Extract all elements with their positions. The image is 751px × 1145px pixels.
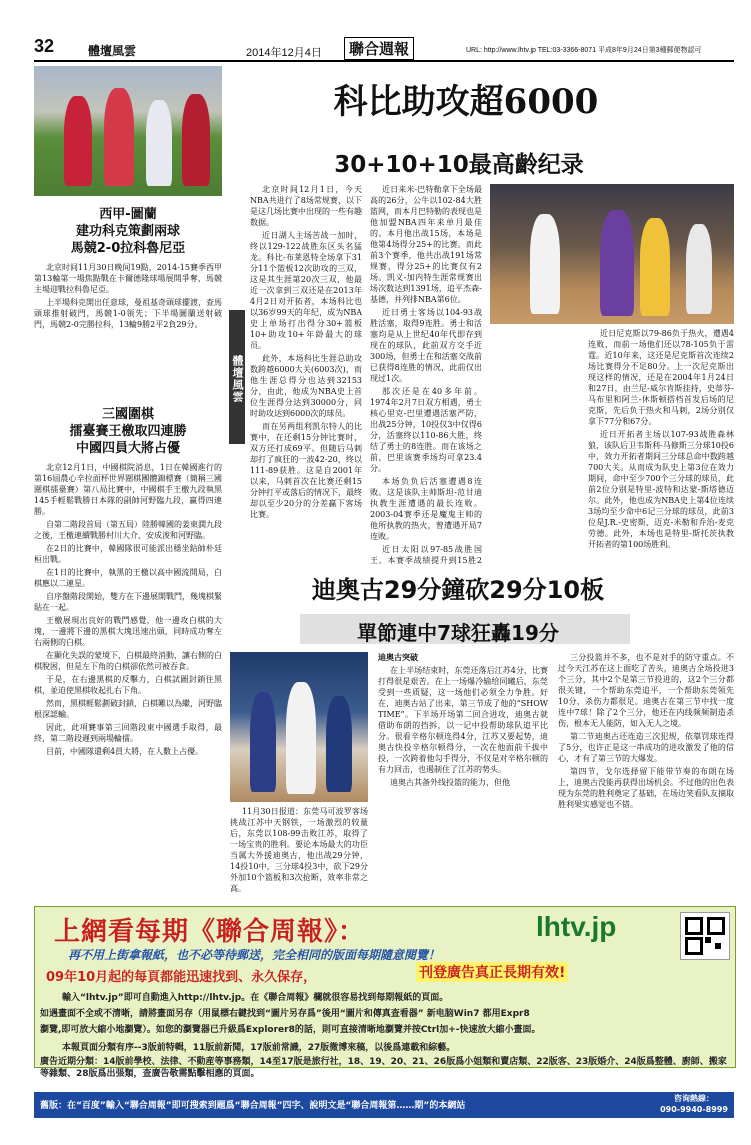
cba-photo-caption: 11月30日报道：东莞马可波罗客场挑战江苏中天钢铁，一场激烈的较量后，东莞以108-99击败江苏，取得了一场宝贵的胜利。要论本场最大的功臣当属大外援迪奥古，他出战29分钟，14投10中，三分球4投3中，砍下29分外加10个篮板和3次抢断，效率非常之高。 — [230, 807, 368, 893]
page-header — [34, 38, 734, 62]
kobe-column-1: 北京时间12月1日，今天NBA共进行了8场常规赛，以下是这几场比赛中出现的一些有趣数据。 近日湖人主场苦战一加时，终以129-122战胜东区头名猛龙。科比-布莱恩特全场拿下31分11个篮板12次助攻的三双，这是其生涯第20次三双，他最近一次拿到三双还是在2013年4月2日对开拓者，本场科比也以36岁99天的年纪，成为NBA史上单场打出得分30+篮板10+助攻10+年龄最大的球员。 此外，本场科比生涯总助攻数跨越6000大关(6003次)，而他生涯总得分也达到32153分，由此，他成为NBA史上首位生涯得分达到30000分，同时助攻达到6000次的球员。 而在另两组利凯尔特人的比赛中，在还剩15分钟比赛时，双方还打成69平。但随后马刺却打了疯狂的一波42-20，终以111-89获胜。这是自2001年以来，马刺首次在比赛还剩15分钟打平或落后的情况下，最终却以至少20分的分差赢下客场比赛。 — [250, 185, 362, 519]
section-name: 體壇風雲 — [88, 44, 137, 58]
kobe-headline: 科比助攻超6000 — [333, 82, 599, 122]
article-headline: 西甲-圖蘭 建功科克策劃兩球 馬競2-0拉科魯尼亞 — [70, 207, 186, 256]
player-figure — [640, 218, 670, 316]
banner-line: 輸入“lhtv.jp”即可自動進入http://lhtv.jp。在《聯合周報》欄就很容易找到每期報紙的頁面。 — [62, 993, 449, 1003]
banner-line: 本報頁面分類有序--3版前特輯，11版前新聞，17版前常識，27版微博來稿，以後爲連載和綜藝。 — [62, 1043, 456, 1053]
cba-headline: 迪奥古29分鐘砍29分10板 — [311, 576, 605, 604]
cba-subheadline: 單節連中7球狂轟19分 — [357, 621, 559, 645]
article-body: 北京12月1日，中國棋院消息，1日在韓國進行的第16屆農心辛拉面杯世界圍棋團體錦標賽（簡稱三國圍棋擂臺賽）第八局比賽中，中國棋手王檄九段執黑145手輕鬆戰勝日本隊的副帥河野臨九段，赢得四連勝。 自第二階段首局（第五局）陸勝韓國的姜東潤九段之後，王檄連續戰勝村川大介、安成浚和河野臨。 在2日的比賽中，韓國隊很可能派出穩坐鉆帥朴廷桓出戰。 在1日的比賽中，執黑的王檄以高中國流開局，白棋應以二連星。 自序盤階段開始，雙方在下邊展開戰鬥，幾塊棋緊貼在一起。 王檄展現出良好的戰鬥感覺，他一邊攻白棋的大塊，一邊將下邊的黑棋大塊迅速出頭，同時成功奪左右兩側的白棋。 在顯化失誤的蒙境下，白棋最終消動，讓右側的白棋脫困，但是左下角的白棋卻依然可被吞食。 于是，在右邊黑棋的反擊力，白棋試圖封鎖住黑棋，並迫使黑棋收起扎右下角。 然而，黑棋輕鬆劃破封鎖，白棋難以為繼，河野臨根深認輸。 因此，此項賽事第三回階段東中國選手取得，最終，第二階段遲到兩場輪擂。 目前，中國隊還剩4員大將，在人數上占優。 — [34, 463, 222, 756]
page-number: 32 — [34, 36, 55, 56]
player-figure — [530, 214, 560, 314]
player-figure — [686, 224, 712, 314]
player-figure — [64, 96, 92, 186]
kobe-photo — [490, 184, 734, 324]
footer-text: 舊版：在“百度”輸入“聯合周報”即可搜索到題爲“聯合周報”四字、說明文是“聯合周報第……期”的本網站 — [40, 1101, 466, 1111]
player-figure — [326, 696, 352, 792]
cba-subhead: 迪奥古突破 — [378, 652, 418, 662]
player-figure — [146, 100, 172, 186]
player-figure — [286, 682, 316, 794]
banner-notice: 09年10月起的每頁都能迅速找到、永久保存， — [46, 970, 317, 985]
article-body: 北京时间11月30日晚间19點，2014-15賽季西甲第13輪第一場焦點戰在卡爾德隆球場展開爭奪，馬競主場迎戰拉科魯尼亞。 上半場科克開出任意球，曼祖基奇頭球擺渡，查馬頭球推射破門，馬競1-0領先；下半場圖蘭送射破門，馬競2-0完勝拉科，13輪9勝2平2負29分。 — [34, 263, 222, 329]
banner-line: 瀏覽,即可放大縮小地瀏覽）。如您的瀏覽器已升級爲Explorer8的話，則可直接清晰地瀏覽并按Ctrl加+-快速放大縮小畫面。 — [40, 1025, 541, 1035]
qr-code-icon — [680, 912, 730, 960]
header-url: URL: http://www.lhtv.jp TEL:03-3366-8071 平成8年9月24日第3種郵便物認可 — [466, 47, 702, 54]
player-figure — [104, 88, 134, 186]
banner-title: 上網看每期《聯合周報》： — [54, 917, 366, 947]
banner-line: 如遇畫面不全或不清晰，請將畫面另存（用鼠標右鍵找到“圖片另存爲”後用“圖片和傳真查看器” 新电脑Win7 都用Expr8 — [40, 1009, 530, 1019]
football-photo — [34, 66, 222, 196]
banner-notice-highlight: 刊登廣告真正長期有效! — [416, 962, 568, 982]
banner-line: 廣告近期分類：14版前學校、法律、不動産等事務類，14至17版是旅行社，18、19、20、21、26版爲小姐類和賣店類、22版客、23版婚介、24版爲整體、廚師、搬家等雜類、28版爲出張類，查廣告敬需點擊相應的頁面。 — [40, 1057, 727, 1079]
article-headline: 三國圍棋 擂臺賽王檄取四連勝 中國四員大將占優 — [69, 407, 187, 456]
kobe-subheadline: 30+10+10最高齡纪录 — [334, 152, 584, 178]
cba-column-2: 迪奥古突破 在上半场结束时，东莞还落后江苏4分，比赛打得很是艰苦。在上一场爆冷输给同曦后，东莞受到一些质疑，这一场他们必须全力争胜。好在，迪奥古站了出来，第三节成了他的“SHOW TIME”。下半场开场第二回合进攻，迪奥古就借助布朗的挡拆，以一记中投帮助球队追平比分。很看辛格尔顿连得4分，江苏又要起势，迪奥古快投辛格尔顿得分，一次在他面前干拔中投，一次跨着他勾手得分，不仅是对辛格尔顿的有力回击，也遏制住了江苏的势头。 迪奥古其备外线投篮的能力，但他 — [378, 652, 548, 787]
cba-column-3: 三分投篮并不多，也不是对手的防守重点。不过今天江苏在这上面吃了苦头，迪奥古全场投进3个三分，其中2个是第三节投进的，这2个三分都很关键，一个帮助东莞追平，一个帮助东莞领先10分，杀伤力都很足。迪奥古在第三节中找一度连中7球！除了2个三分，他还在内线频频制造杀伤，根本无人能防，如入无人之境。 第二节迪奥古还连造三次犯规，依靠罚球连得了5分，也许正是这一串成功的进攻激发了他的信心，才有了第三节的大爆发。 第四节，戈尔选择留下能带节奏的布朗在场上，迪奥古没能再获得出场机会。不过他的出色表现为东莞的胜利奠定了基础，在场边笑看队友摘取胜利果实感觉也不错。 — [558, 653, 734, 809]
player-figure — [250, 692, 276, 792]
section-vertical-banner: 體壇風雲 — [229, 310, 245, 444]
cba-photo — [230, 652, 368, 802]
kobe-column-3: 近日尼克斯以79-86负于热火，遭遇4连败，而前一场他们还以78-105负于雷霆。近10年来，这还是尼克斯首次连续2场比赛得分不足80分。上一次尼克斯出现这样的情况，还是在2004年1月24日和27日，由兰尼-威尔肯斯挂持，史蒂芬-马布里和阿兰-休斯顿搭档首发后场的尼克斯，先后负于热火和马刺，2场分别仅拿下77分和67分。 近日开拓者主场以107-93战胜森林狼，该队后卫韦斯利-马修斯三分球10投6中，效力开拓者期间三分球总命中数跨越700大关。从而成为队史上第3位在效力期间，命中至少700个三分球的球员，此前2位分别是特里-波特和达蒙-斯塔德迈尔。此外，他也成为NBA史上第4位连续3场均至少命中6记三分球的球员，此前3位是J.R.-史密斯、迈克-米勒和乔治-麦克劳德。此外，本场也是特里-斯托茨执教开拓者的第100场胜利。 — [588, 329, 734, 549]
banner-slogan: 再不用上街拿報紙，也不必等待郵送，完全相同的版面每期隨意閱覽！ — [68, 948, 441, 962]
footer-bar — [34, 1092, 734, 1118]
banner-brand-link[interactable]: lhtv.jp — [536, 911, 617, 942]
kobe-column-2: 近日来米-巴特勒拿下全场最高的26分，公牛以102-84大胜篮网，而本月巴特勒的表现也是他加盟NBA四年来单月最佳的。本月他出战15场，本场是他第4场得分25+的比赛。而此前3个赛季，他共出战191场常规赛，得分25+的比赛仅有2场。凯义-加内特生涯常规赛出场次数达到1391场，追平杰森-基德，并列排NBA第6位。 近日勇士客场以104-93战胜活塞，取得9连胜。勇士和活塞均是从上世纪40年代即存到现在的球队，此前双方交手近300场，但勇士在和活塞交战前已获得8连胜的情况，此前仅出现过1次。 那次还是在40多年前。1974年2月7日双方相遇，勇士核心里克-巴里遭遇活塞严防，出战25分钟，10投仅3中仅得6分，活塞终以110-86大胜，终结了勇士的8连胜。而在该场之前，巴里该赛季场均可拿23.4分。 本场负负后活塞遭遇8连败。这是该队主帅斯坦-范甘迪执教生涯遭遇的最长连败。2003-04赛季还是魔鬼主帅的他所执教的热火，曾遭遇开局7连败。 近日太阳以97-85战胜国王，本赛季战绩提升到15胜2 — [370, 185, 482, 564]
hotline[interactable]: 咨询熱線： 090-9940-8999 — [660, 1094, 728, 1114]
player-figure — [600, 210, 634, 316]
player-figure — [182, 94, 210, 186]
issue-date: 2014年12月4日 — [246, 47, 322, 59]
newspaper-brand: 聯合週報 — [344, 37, 414, 60]
